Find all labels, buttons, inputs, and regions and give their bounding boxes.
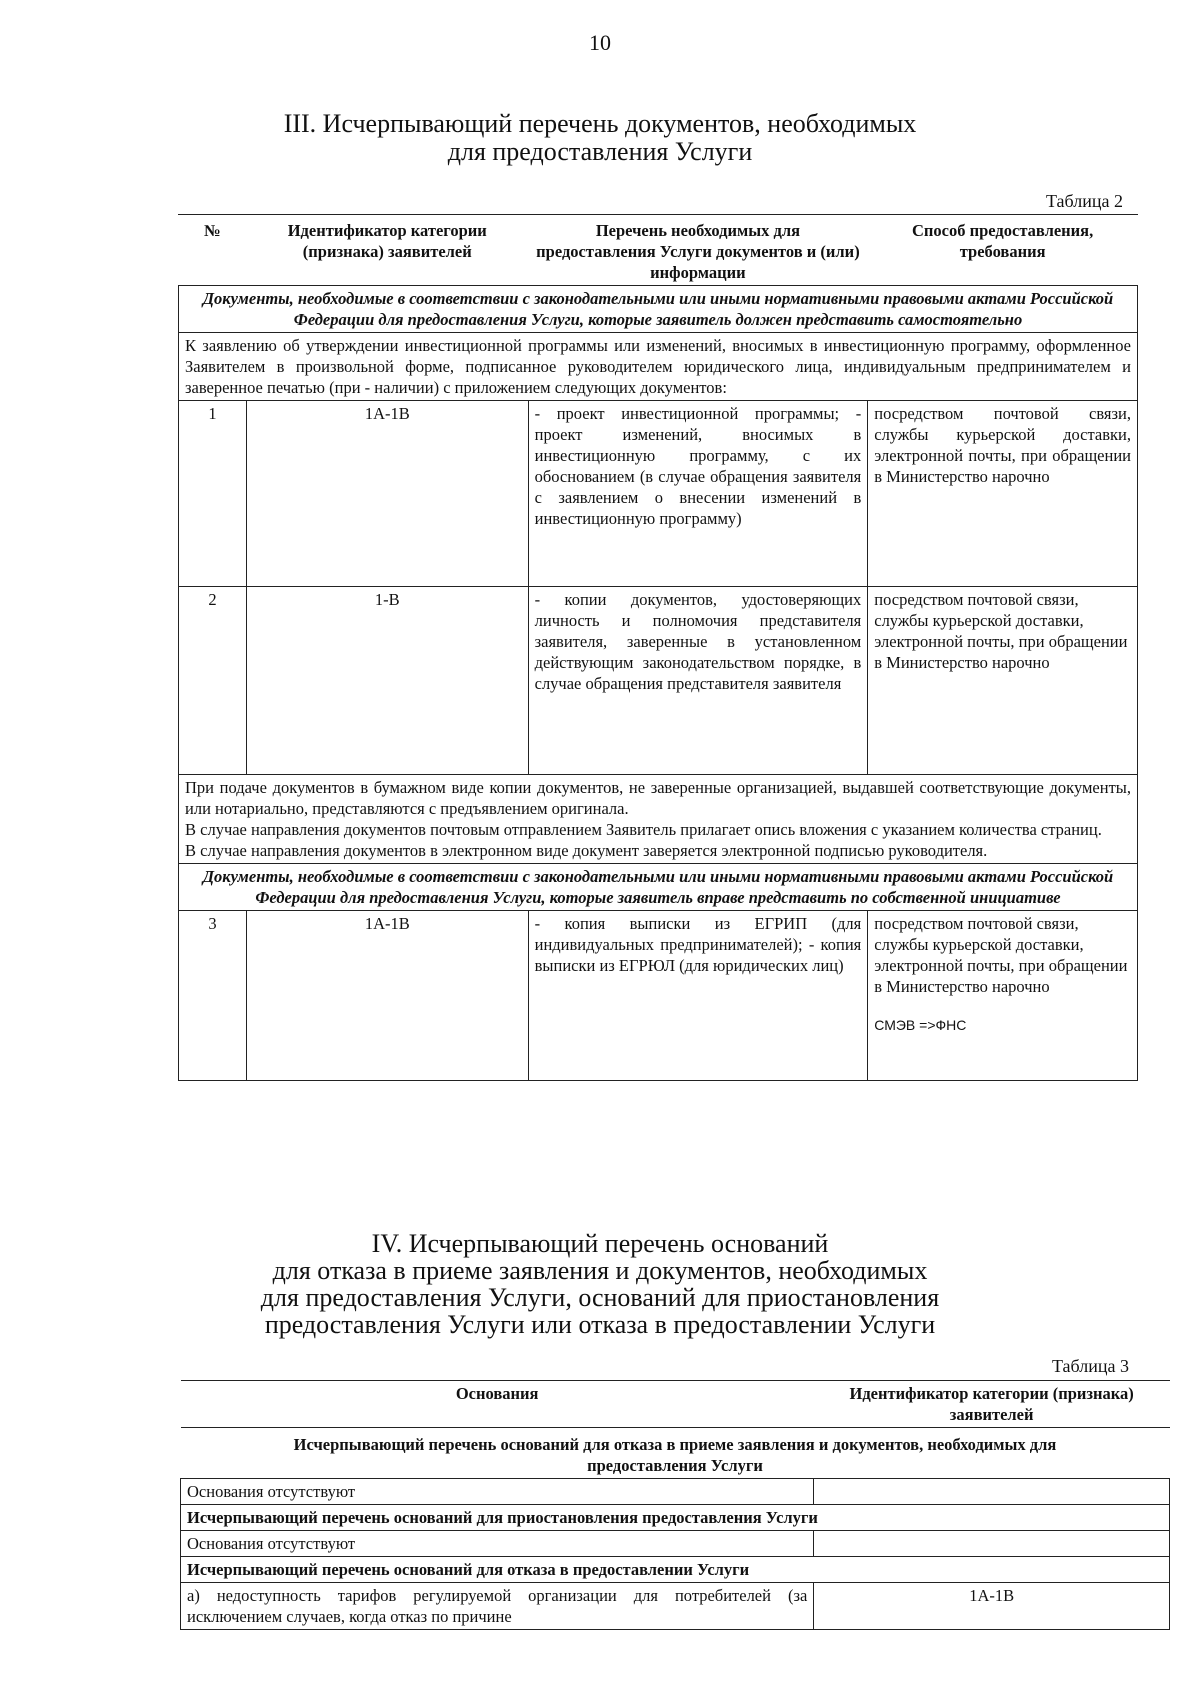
- note-paragraph: В случае направления документов в электронном виде документ заверяется электронной подписью руководителя.: [185, 841, 988, 860]
- block3-row-text: а) недоступность тарифов регулируемой организации для потребителей (за исключением случаев, когда отказ по причине: [181, 1583, 814, 1630]
- header-docs: Перечень необходимых для предоставления Услуги документов и (или) информации: [536, 221, 860, 282]
- row1-docs: - проект инвестиционной программы; - проект изменений, вносимых в инвестиционную программу, с их обоснованием (в случае обращения заявителя с заявлением о внесении изменений в инвестиционную программу): [528, 401, 868, 587]
- table-row: [179, 911, 1138, 1081]
- header-num: №: [204, 221, 221, 240]
- documents-table: [178, 216, 1138, 1081]
- section4-title-line: для предоставления Услуги, оснований для приостановления: [260, 1283, 940, 1312]
- row2-num: 2: [179, 587, 247, 775]
- table2-header-row: [179, 216, 1138, 286]
- section4-title-line: IV. Исчерпывающий перечень оснований: [371, 1229, 829, 1258]
- row3-id: 1А-1В: [246, 911, 528, 1081]
- header-method: Способ предоставления, требования: [912, 221, 1094, 261]
- table2-top-rule: [178, 214, 1138, 215]
- table3-caption: Таблица 3: [1052, 1356, 1129, 1376]
- note-paragraph: При подаче документов в бумажном виде копии документов, не заверенные организацией, выдавшей соответствующие документы, или нотариально, представляются с предъявлением оригинала.: [185, 778, 1131, 818]
- group2-title-row: [179, 864, 1138, 911]
- header-grounds: Основания: [181, 1381, 814, 1428]
- table2-caption: Таблица 2: [1046, 191, 1123, 211]
- section4-title-line: предоставления Услуги или отказа в предоставлении Услуги: [264, 1310, 936, 1339]
- intro-text: К заявлению об утверждении инвестиционной программы или изменений, вносимых в инвестиционную программу, оформленное Заявителем в произвольной форме, подписанное руководителем юридического лица, индивидуальным предпринимателем и заверенное печатью (при - наличии) с приложением следующих документов:: [179, 333, 1138, 401]
- section4-title: [0, 1230, 1200, 1338]
- table-row: [181, 1531, 1170, 1557]
- block2-title-row: [181, 1505, 1170, 1531]
- block2-id: [814, 1531, 1170, 1557]
- grounds-table: [180, 1380, 1170, 1630]
- block2-value: Основания отсутствуют: [181, 1531, 814, 1557]
- group1-title: Документы, необходимые в соответствии с законодательными или иными нормативными правовыми актами Российской Федерации для предоставления Услуги, которые заявитель должен представить самостоятельно: [179, 286, 1138, 333]
- section3-title-line1: III. Исчерпывающий перечень документов, необходимых: [283, 109, 917, 138]
- row3-method-note: СМЭВ =>ФНС: [874, 1017, 967, 1033]
- row2-method: посредством почтовой связи, службы курьерской доставки, электронной почты, при обращении в Министерство нарочно: [868, 587, 1138, 775]
- row1-num: 1: [179, 401, 247, 587]
- header-id: Идентификатор категории (признака) заявителей: [287, 221, 487, 261]
- notes-cell: [179, 775, 1138, 864]
- row3-docs: - копия выписки из ЕГРИП (для индивидуальных предпринимателей); - копия выписки из ЕГРЮЛ (для юридических лиц): [528, 911, 868, 1081]
- block1-id: [814, 1479, 1170, 1505]
- table-row: [181, 1583, 1170, 1630]
- group2-title: Документы, необходимые в соответствии с законодательными или иными нормативными правовыми актами Российской Федерации для предоставления Услуги, которые заявитель вправе представить по собственной инициативе: [179, 864, 1138, 911]
- page-number: 10: [589, 30, 611, 55]
- row2-docs: - копии документов, удостоверяющих личность и полномочия представителя заявителя, заверенные в установленном действующим законодательством порядке, в случае обращения представителя заявителя: [528, 587, 868, 775]
- section3-title: [0, 110, 1200, 166]
- row1-method: посредством почтовой связи, службы курьерской доставки, электронной почты, при обращении в Министерство нарочно: [868, 401, 1138, 587]
- note-paragraph: В случае направления документов почтовым отправлением Заявитель прилагает опись вложения с указанием количества страниц.: [185, 820, 1102, 839]
- block2-title: Исчерпывающий перечень оснований для приостановления предоставления Услуги: [181, 1505, 1170, 1531]
- group1-title-row: [179, 286, 1138, 333]
- block3-title: Исчерпывающий перечень оснований для отказа в предоставлении Услуги: [181, 1557, 1170, 1583]
- row3-method: посредством почтовой связи, службы курьерской доставки, электронной почты, при обращении в Министерство нарочно: [874, 914, 1128, 996]
- section3-title-line2: для предоставления Услуги: [447, 137, 753, 166]
- table-row: [181, 1479, 1170, 1505]
- block1-value: Основания отсутствуют: [181, 1479, 814, 1505]
- intro-row: [179, 333, 1138, 401]
- row3-method-cell: [868, 911, 1138, 1081]
- row3-num: 3: [179, 911, 247, 1081]
- table-row: [179, 401, 1138, 587]
- block1-title-row: [181, 1428, 1170, 1479]
- section4-title-line: для отказа в приеме заявления и документов, необходимых: [272, 1256, 928, 1285]
- block3-row-id: 1А-1В: [814, 1583, 1170, 1630]
- notes-row: [179, 775, 1138, 864]
- block3-title-row: [181, 1557, 1170, 1583]
- header-id: Идентификатор категории (признака) заявителей: [814, 1381, 1170, 1428]
- table3-header-row: [181, 1381, 1170, 1428]
- row2-id: 1-В: [246, 587, 528, 775]
- table-row: [179, 587, 1138, 775]
- block1-title: Исчерпывающий перечень оснований для отказа в приеме заявления и документов, необходимых для предоставления Услуги: [181, 1428, 1170, 1479]
- row1-id: 1А-1В: [246, 401, 528, 587]
